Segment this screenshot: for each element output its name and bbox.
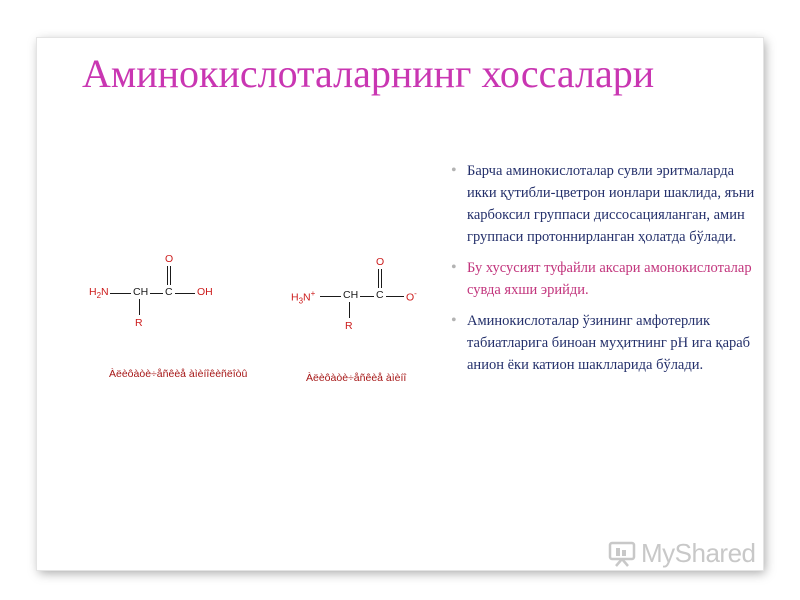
bond-n-ch [320,296,341,297]
presentation-board-icon [607,541,637,567]
bond-c-o [386,296,404,297]
bond-c-oh [175,293,195,294]
formula2-caption: Àëèôàòè÷åñêèå àìèíî [306,372,407,384]
hydroxyl-group: OH [197,286,213,298]
bullet-item [449,160,767,248]
double-bond-right [170,266,171,285]
carbonyl-oxygen: O [165,253,174,265]
bond-ch-r [349,302,350,318]
carboxylate-oxygen: O- [406,289,417,304]
double-bond-left [378,269,379,288]
bond-ch-c [150,293,163,294]
r-group: R [345,320,353,332]
bullet-list [449,160,767,385]
bond-ch-r [139,299,140,315]
watermark-logo [607,538,756,569]
bullet-marker: • [451,162,457,179]
ch-atom: CH [343,289,359,301]
bullet-text: Барча аминокислоталар сувли эритмаларда икки қутибли-цветрон ионлари шаклида, яъни карбоксил группаси диссосацияланган, амин группаси протоннирланган ҳолатда бўлади. [467,163,755,245]
bond-n-ch [110,293,131,294]
bullet-marker: • [451,312,457,329]
ammonium-group: $H_3N^+$ [291,289,316,306]
bullet-text: Аминокислоталар ўзининг амфотерлик табиатларига биноан муҳитнинг pH ига қараб анион ёки катион шаклларида бўлади. [467,313,751,373]
bullet-marker: • [451,259,457,276]
carbonyl-oxygen: O [376,256,385,268]
bond-ch-c [360,296,374,297]
double-bond-left [167,266,168,285]
formula1-caption: Àëèôàòè÷åñêèå àìèíîêèñëîòû [109,368,248,380]
r-group: R [135,317,143,329]
slide-title: Аминокислоталарнинг хоссалари [82,51,655,96]
amine-group: $H_2N$ [89,286,109,301]
carbonyl-carbon: C [165,286,173,298]
watermark-text: MyShared [641,538,756,568]
ch-atom: CH [133,286,149,298]
bullet-text: Бу хусусият туфайли аксари амонокислоталар сувда яхши эрийди. [467,260,752,298]
bullet-item [449,310,767,376]
bullet-item [449,257,767,301]
double-bond-right [381,269,382,288]
carboxyl-carbon: C [376,289,384,301]
